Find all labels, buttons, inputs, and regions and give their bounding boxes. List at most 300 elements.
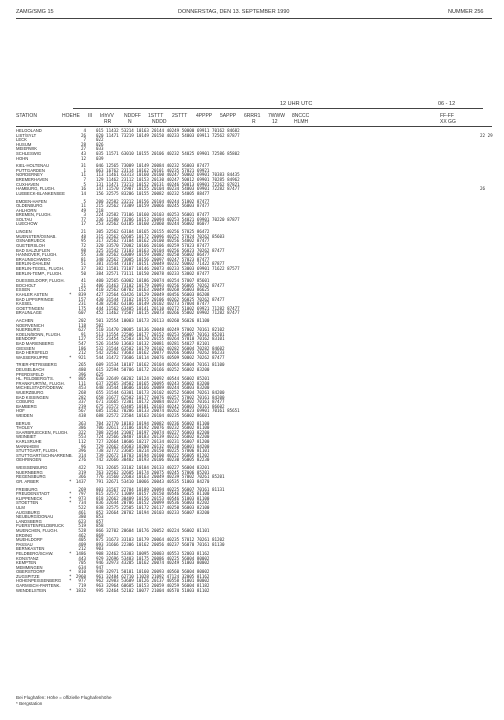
station-name: BERLIN-TEMP., FLUGH. xyxy=(16,270,63,276)
observation-code: 995 32464 52102 10077 21004 40570 51003 81102 xyxy=(96,587,210,593)
station-height: 17 xyxy=(80,221,86,227)
station-height: 547 xyxy=(78,341,86,346)
station-name: BRAUNLAGE xyxy=(16,310,42,316)
col-1sttt: 1STTT xyxy=(148,113,164,119)
station-name: EMDEN-HAFEN xyxy=(16,198,47,204)
period-range: 06 - 12 xyxy=(438,101,456,107)
station-height: 337 xyxy=(78,399,86,405)
station-height: 314 xyxy=(78,452,86,458)
footnote-airports: Bei Flughäfen: Höhe = offizielle Flughafenhöhe xyxy=(16,695,112,700)
station-height: 11 xyxy=(80,172,86,178)
report-id: ZAMG/SMG 15 xyxy=(16,9,54,15)
station-height: 719 xyxy=(78,583,86,589)
col-xx-gg: XX GG xyxy=(440,119,456,125)
station-height: 405 xyxy=(78,537,86,543)
observation-code: 858 xyxy=(96,523,104,529)
station-name: NOERVENICH xyxy=(16,322,44,328)
station-name: REGENSBURG xyxy=(16,474,46,480)
observation-code: 406 31463 73102 10179 20093 40256 56005 70262 87477 xyxy=(96,282,225,288)
observation-code: 949 32971 50101 10160 20093 40560 56004 80002 xyxy=(96,569,210,575)
station-name: KAHLER ASTEN xyxy=(16,291,48,297)
station-height: 212 xyxy=(78,350,86,356)
station-name: ESSEN xyxy=(16,287,31,293)
station-height: 705 xyxy=(78,560,86,566)
station-name: OLDENBURG xyxy=(16,203,43,209)
station-height: 50 xyxy=(80,270,86,276)
station-height: 396 xyxy=(78,371,86,377)
station-height: 4 xyxy=(83,128,86,133)
observation-code: 866 32702 20604 10176 20052 40224 56002 81101 xyxy=(96,527,210,533)
station-name: HUSUM xyxy=(16,141,32,147)
station-table xyxy=(16,129,492,593)
station-name: PASSAU xyxy=(16,541,33,547)
station-name: KEMPTEN xyxy=(16,560,37,566)
col-station: STATION xyxy=(16,113,37,119)
mountain-flag: * xyxy=(69,495,72,501)
observation-code: 236 11580 73206 10153 20094 40253 54021 69901 70220 87877 xyxy=(96,216,240,222)
observation-code: 671 31665 72301 10172 20084 40237 56002 70161 87477 xyxy=(96,399,225,405)
station-height: 55 xyxy=(80,252,86,258)
station-name: DUESSELDORF, FLUGH. xyxy=(16,278,65,284)
observation-code: 156 32575 83206 10155 20082 40232 54005 88477 xyxy=(96,190,210,196)
col-irihvv: IrIhVV xyxy=(100,113,114,119)
observation-code: 382 11581 73107 10146 20073 40233 53003 69901 71622 87577 xyxy=(96,265,240,271)
station-name: BERNKASTEN xyxy=(16,546,45,552)
observation-code: 515 21454 52503 10170 20155 40264 57010 70162 83101 xyxy=(96,336,225,342)
observation-code: 317 32562 73104 10162 20100 40256 54002 87477 xyxy=(96,238,210,244)
station-name: FELDBERG/SCHW. xyxy=(16,550,54,556)
observation-code: 838 32575 22505 10172 20117 40250 56003 82100 xyxy=(96,504,210,510)
observation-code: 022 xyxy=(96,137,104,143)
station-name: BAD MARIENBERG xyxy=(16,341,54,346)
observation-code: 637 32565 34502 10165 20095 40243 56002 83200 xyxy=(96,380,210,386)
observation-code: 658 31677 62502 10177 20076 40257 57002 70161 84200 xyxy=(96,394,225,400)
station-name: OBERSTDORF xyxy=(16,569,46,575)
observation-code: 655 31544 63301 10173 20102 40252 56004 70261 84200 xyxy=(96,390,225,396)
station-name: LECK xyxy=(16,137,27,143)
station-name: FRANKFURT/M., FLUGH. xyxy=(16,380,65,386)
observation-code: 502 xyxy=(96,322,104,328)
station-height: 27 xyxy=(80,146,86,152)
mountain-flag: * xyxy=(69,354,72,360)
observation-code: 113 11461 63313 10160 20100 40247 50002 69901 70383 84435 xyxy=(96,172,240,178)
station-name: DEUSELBACH xyxy=(16,367,45,373)
station-height: 839 xyxy=(78,291,86,297)
station-height: 607 xyxy=(78,310,86,316)
station-height: 3 xyxy=(83,212,86,218)
station-height: 366 xyxy=(78,474,86,480)
station-name: HELGOLAND xyxy=(16,128,42,133)
col-ff-ff: FF-FF xyxy=(440,113,454,119)
station-height: 623 xyxy=(78,518,86,524)
station-name: AACHEN xyxy=(16,318,34,324)
station-name: STOETTEN xyxy=(16,500,39,506)
station-height: 627 xyxy=(78,327,86,333)
observation-code: 501 32554 10003 10173 20113 40260 56026 81100 xyxy=(96,318,210,324)
station-height: 95 xyxy=(80,238,86,244)
station-height: 49 xyxy=(80,207,86,213)
station-name: FUERSTENFELDBRUCK xyxy=(16,523,64,529)
station-height: 422 xyxy=(78,465,86,471)
station-name: BAMBERG xyxy=(16,403,37,409)
observation-code: 315 32562 62605 10172 20096 40252 57024 70262 85603 xyxy=(96,233,225,239)
station-name: WASSERKUPPE xyxy=(16,354,49,360)
station-name: OSNABRUECK xyxy=(16,238,46,244)
observation-code: 836 32644 20706 10152 20099 40536 56003 82202 xyxy=(96,500,210,506)
station-name: HANNOVER, FLUGH. xyxy=(16,252,58,258)
station-height: 91 xyxy=(80,331,86,337)
station-height: 805 xyxy=(78,376,86,382)
station-height: 77 xyxy=(80,216,86,222)
observation-code: 147 11570 72907 10155 20104 40234 54003 69901 72282 87477 xyxy=(96,186,240,192)
observation-code: 724 32566 20407 10183 20139 40232 56002 82200 xyxy=(96,434,210,440)
station-name: FREIBURG xyxy=(16,486,38,492)
station-name: LIST/SYLT xyxy=(16,132,37,138)
station-name: MICHELSTADT/ODENW. xyxy=(16,385,64,391)
station-name: STUTTGART/SCHNARRENB. xyxy=(16,452,73,458)
observation-code: 962 32983 53609 10126 20137 40558 51001 80002 xyxy=(96,578,210,584)
station-name: AUGSBURG xyxy=(16,509,40,515)
station-name: SCHLESWIG xyxy=(16,150,42,156)
mountain-flag: * xyxy=(69,291,72,297)
observation-code: 510 31470 20005 10136 20048 40249 57002 70161 82102 xyxy=(96,327,225,333)
station-name: WENDELSTEIN xyxy=(16,587,47,593)
observation-code: 320 33570 72002 10166 20106 40259 57023 87477 xyxy=(96,242,210,248)
observation-code: 218 xyxy=(96,207,104,213)
col-6rrr1: 6RRR1 xyxy=(244,113,261,119)
header-rule-top xyxy=(16,18,492,19)
station-name: KASSEL xyxy=(16,301,33,307)
station-height: 977 xyxy=(78,578,86,584)
station-name: GOETTINGEN xyxy=(16,305,44,311)
table-row xyxy=(16,414,492,419)
station-height: 72 xyxy=(80,242,86,248)
station-name: ERDING xyxy=(16,532,33,538)
observation-code: 444 11562 63405 10141 20110 40272 51002 69921 71282 87477 xyxy=(96,305,240,311)
observation-code: 400 32565 63002 10186 20074 40254 57007 85601 xyxy=(96,278,210,284)
observation-code: 381 31544 73107 10151 20049 40232 50002 71422 87877 xyxy=(96,261,225,267)
station-height: 269 xyxy=(78,486,86,492)
station-name: OEHRINGEN xyxy=(16,457,42,463)
station-name: MEMMINGEN xyxy=(16,564,43,570)
observation-code: 200 32582 23212 10156 20104 40244 51002 87477 xyxy=(96,198,210,204)
station-name: KOELN/BONN, FLUGH. xyxy=(16,331,62,337)
station-name: HOF xyxy=(16,408,25,414)
station-height: 202 xyxy=(78,318,86,324)
header-rule-columns xyxy=(16,126,492,127)
table-row xyxy=(16,589,492,594)
station-height: 973 xyxy=(78,495,86,501)
station-height: 231 xyxy=(78,301,86,307)
observation-code: 035 11571 63010 10155 20106 40232 54025 69901 72586 85802 xyxy=(96,150,240,156)
station-name: LUECHOW xyxy=(16,221,38,227)
observation-code: 963 32964 60605 10153 20059 40259 56004 81182 xyxy=(96,583,210,589)
table-row xyxy=(16,272,492,277)
station-height: 96 xyxy=(80,443,86,449)
station-height: 519 xyxy=(78,523,86,529)
col-nddff: NDDFF xyxy=(124,113,141,119)
station-name: MUEHLDORF xyxy=(16,537,43,543)
station-height: 7 xyxy=(83,137,86,143)
mountain-flag: * xyxy=(69,587,72,593)
observation-code: 046 12565 73009 10149 20084 40232 56003 87477 xyxy=(96,163,210,169)
station-name: STUTTGART, FLUGH. xyxy=(16,448,59,454)
observation-code: 803 31567 22704 10189 20094 40225 56007 70161 81131 xyxy=(96,486,225,492)
observation-code: 215 32562 73309 10159 20066 40245 56003 87477 xyxy=(96,203,210,209)
station-name: CUXHAVEN xyxy=(16,181,39,187)
station-height: 14 xyxy=(80,190,86,196)
col-5appp: 5APPP xyxy=(220,113,237,119)
observation-code: 685 11562 70206 10133 20074 40262 56023 69901 70161 85651 xyxy=(96,408,240,414)
station-height: 810 xyxy=(78,569,86,575)
station-name: BAD LIPPSPRINGE xyxy=(16,296,54,302)
observation-code: 675 31572 63405 10181 20103 40242 56003 70161 86602 xyxy=(96,403,225,409)
station-height: 386 xyxy=(78,425,86,431)
station-height: 37 xyxy=(80,265,86,271)
observation-code: 947 xyxy=(96,564,104,570)
observation-code: 704 32770 10103 10194 20082 40236 56002 81100 xyxy=(96,420,210,426)
station-height: 31 xyxy=(80,163,86,169)
mountain-flag: * xyxy=(69,491,72,497)
observation-time: 12 UHR UTC xyxy=(280,101,313,107)
station-height: 157 xyxy=(78,296,86,302)
col-8nccc: 8NCCC xyxy=(292,113,310,119)
station-name: BAD SALZUFLEN xyxy=(16,247,50,253)
observation-code: 438 32582 63106 10149 20102 40273 57004 87477 xyxy=(96,301,210,307)
station-name: ULM xyxy=(16,504,25,510)
station-height: 319 xyxy=(78,469,86,475)
gust-value: 26 xyxy=(480,186,486,192)
col-n: N xyxy=(128,119,132,125)
observation-code: 305 32562 63104 10165 20155 40256 57025 86472 xyxy=(96,229,210,235)
station-height: 522 xyxy=(78,504,86,510)
station-height: 480 xyxy=(78,367,86,373)
observation-code: 129 11462 23112 10153 20130 40247 50012 69901 70285 84962 xyxy=(96,177,240,183)
station-height: 26 xyxy=(80,132,86,138)
station-name: PUTTGARDEN xyxy=(16,167,45,173)
observation-code: 929 32696 53403 10175 20086 40225 56004 80002 xyxy=(96,555,210,561)
observation-code: 688 32572 23504 10163 20104 40235 56002 86601 xyxy=(96,413,210,418)
station-height: 1437 xyxy=(75,478,86,484)
observation-code: 706 32611 21106 10192 20076 40232 56002 81100 xyxy=(96,425,210,431)
col-2sttt: 2STTT xyxy=(172,113,188,119)
station-height: 81 xyxy=(80,256,86,262)
col-r: R xyxy=(252,119,256,125)
station-height: 41 xyxy=(80,278,86,284)
station-height: 634 xyxy=(78,564,86,570)
observation-code: 857 xyxy=(96,518,104,524)
station-name: GR. ARBER xyxy=(16,478,39,484)
observation-code: 224 32582 73106 10160 20103 40253 56001 87477 xyxy=(96,212,210,218)
station-height: 453 xyxy=(78,385,86,391)
station-name: HOHN xyxy=(16,155,29,161)
station-height: 7 xyxy=(83,177,86,183)
station-name: KLIPPENECK xyxy=(16,495,43,501)
station-height: 239 xyxy=(78,403,86,409)
station-name: BREMERHAVEN xyxy=(16,177,49,183)
station-name: NEUBURG/DONAU xyxy=(16,514,54,520)
station-name: WEISSENBURG xyxy=(16,465,48,471)
observation-code: 615 32594 50706 10172 20166 40252 56002 83200 xyxy=(96,367,210,373)
gust-value: 22 29 xyxy=(480,132,493,138)
observation-code: 708 32544 21007 10197 20074 40227 56003 82200 xyxy=(96,429,210,435)
station-name: LANDSBERG xyxy=(16,518,42,524)
observation-code: 427 32564 63426 10129 20049 40456 56003 86208 xyxy=(96,291,210,297)
table-row xyxy=(16,222,492,227)
observation-code: 742 32666 30402 10193 20106 40230 56005 82230 xyxy=(96,457,210,463)
observation-code: 738 32772 23605 10214 20150 40225 57006 81101 xyxy=(96,448,210,454)
observation-code: 131 11471 73213 10152 20131 40246 50013 69901 72262 87821 xyxy=(96,181,240,187)
station-name: BERUS xyxy=(16,420,31,426)
observation-code: 630 32649 60202 10124 20092 40544 56002 85201 xyxy=(96,376,210,382)
observation-code: 739 32672 10703 10194 20100 40222 56005 81202 xyxy=(96,452,210,458)
station-height: 322 xyxy=(78,429,86,435)
report-number: NUMMER 256 xyxy=(448,9,484,15)
col-nddd: NDDD xyxy=(152,119,167,125)
station-height: 1 xyxy=(83,167,86,173)
observation-code: 513 11554 22506 10177 20152 40253 56007 70161 85201 xyxy=(96,331,225,337)
observation-code: 384 32571 73111 10150 20078 40233 53002 87477 xyxy=(96,270,210,276)
station-name: MEIERWIK xyxy=(16,146,38,152)
observation-code: 893 31666 22306 10162 20056 40237 56070 70161 81130 xyxy=(96,541,225,547)
observation-code: 869 xyxy=(96,532,104,538)
station-height: 98 xyxy=(80,247,86,253)
observation-code: 946 32973 43205 10162 20074 40249 51003 80002 xyxy=(96,560,210,566)
station-name: GUETERSLOH xyxy=(16,242,45,248)
station-height: 396 xyxy=(78,448,86,454)
mountain-flag: * xyxy=(69,376,72,382)
observation-code: 903 xyxy=(96,546,104,552)
station-height: 265 xyxy=(78,362,86,368)
station-name: GIESSEN xyxy=(16,345,35,351)
station-height: 48 xyxy=(80,233,86,239)
station-height: 12 xyxy=(80,155,86,161)
observation-code: 729 32662 43603 10200 20132 40238 56001 84200 xyxy=(96,443,210,449)
station-height: 152 xyxy=(78,287,86,293)
station-name: BERLIN-DAHLEM xyxy=(16,261,50,267)
observation-code: 526 31450 13603 10132 20081 40281 54027 82101 xyxy=(96,341,210,346)
station-name: MUENSTER/OSNAB. xyxy=(16,233,57,239)
table-row xyxy=(16,356,492,361)
table-row xyxy=(16,458,492,463)
observation-code: 875 31673 33103 10179 20064 40235 57012 70261 81202 xyxy=(96,537,225,543)
observation-code: 763 32562 32605 10174 20075 40245 57006 85201 xyxy=(96,469,210,475)
station-height: 528 xyxy=(78,527,86,533)
observation-code: 015 11432 53214 10163 20144 40249 50000 69911 70162 84682 xyxy=(96,128,240,133)
station-height: 186 xyxy=(78,345,86,351)
station-name: NUERNBERG xyxy=(16,469,43,475)
observation-code: 020 11471 73219 10149 20150 40233 54003 69911 72562 87877 xyxy=(96,132,240,138)
station-height: 16 xyxy=(80,186,86,192)
station-height: 43 xyxy=(80,150,86,156)
station-name: HAMBURG, FLUGH. xyxy=(16,186,56,192)
station-name: LINGEN xyxy=(16,229,32,235)
observation-code: 253 32562 63105 10160 22060 40244 56002 86077 xyxy=(96,221,210,227)
observation-code: 961 32484 62710 11028 21092 47124 32005 81162 xyxy=(96,573,210,579)
report-date: DONNERSTAG, DEN 13. SEPTEMBER 1990 xyxy=(178,9,290,15)
table-row xyxy=(16,480,492,485)
station-height: 5 xyxy=(83,181,86,187)
station-height: 127 xyxy=(78,336,86,342)
station-name: AHLHORN xyxy=(16,207,37,213)
station-height: 921 xyxy=(78,354,86,360)
observation-code: 430 31544 73102 10155 20106 40262 56025 70262 87477 xyxy=(96,296,225,302)
station-height: 276 xyxy=(78,457,86,463)
station-name: WEIDEN xyxy=(16,413,33,418)
observation-code: 609 31534 10107 10162 20104 40264 56004 70161 81100 xyxy=(96,362,225,368)
footnote-mountain: * Bergstation xyxy=(16,701,43,706)
observation-code: 452 11462 71507 10115 20073 40266 55002 69902 71282 87477 xyxy=(96,310,240,316)
observation-code: 532 31544 63502 10179 20102 40282 56004 70282 84602 xyxy=(96,345,225,351)
station-name: FREUDENSTADT xyxy=(16,491,50,497)
observation-code: 039 xyxy=(96,155,104,161)
station-name: BAD HERSFELD xyxy=(16,350,49,356)
station-name: COBURG xyxy=(16,399,35,405)
mountain-flag: * xyxy=(69,500,72,506)
observation-code: 410 32562 60702 10163 20049 40268 56003 86625 xyxy=(96,287,210,293)
table-row xyxy=(16,157,492,162)
station-height: 21 xyxy=(80,282,86,288)
col-rr: RR xyxy=(104,119,112,125)
station-height: 112 xyxy=(78,439,86,445)
observation-code: 338 32562 63009 10159 20082 40250 56002 86477 xyxy=(96,252,210,258)
station-name: MUENCHEN, FLUGH. xyxy=(16,527,58,533)
station-name: TRIER-PETRISBERG xyxy=(16,362,57,368)
station-height: 21 xyxy=(80,229,86,235)
observation-code: 815 32572 11009 10157 20150 40546 56025 81100 xyxy=(96,491,210,497)
mountain-flag: * xyxy=(69,578,72,584)
station-height: 380 xyxy=(78,514,86,520)
station-height: 2960 xyxy=(75,573,86,579)
observation-code: 063 16762 23114 10162 20101 40235 57021 69921 xyxy=(96,167,210,173)
station-name: THOLEY xyxy=(16,425,33,431)
station-height: 797 xyxy=(78,491,86,497)
observation-code: 908 32462 53303 10095 20003 40553 52003 81162 xyxy=(96,550,210,556)
station-name: BENDORF xyxy=(16,336,37,342)
observation-code: 026 xyxy=(96,141,104,147)
station-name: BOCHOLT xyxy=(16,282,36,288)
station-height: 118 xyxy=(78,322,86,328)
observation-code: 625 xyxy=(96,371,104,377)
station-height: 567 xyxy=(78,408,86,414)
station-height: 11 xyxy=(80,203,86,209)
station-height: 438 xyxy=(78,413,86,418)
table-row xyxy=(16,311,492,316)
station-name: LUEBECK-BLANKENSEE xyxy=(16,190,65,196)
station-name: KIEL-HOLTENAU xyxy=(16,163,49,169)
col-iii: III xyxy=(88,113,93,119)
station-height: 111 xyxy=(78,380,86,386)
mountain-flag: * xyxy=(69,550,72,556)
observation-code: 033 xyxy=(96,146,104,152)
station-height: 734 xyxy=(78,500,86,506)
station-name: BAD KISSINGEN xyxy=(16,394,49,400)
observation-code: 542 32562 73603 10162 20077 40266 56003 70262 86233 xyxy=(96,350,225,356)
observation-code: 852 32664 20702 10194 20103 40233 56007 83200 xyxy=(96,509,210,515)
observation-code: 648 33544 10606 10166 20089 40244 56003 83200 xyxy=(96,385,210,391)
observation-code: 325 31542 73103 10163 20104 40256 56023 70262 87477 xyxy=(96,247,225,253)
observation-code: 544 31472 73606 10114 20076 40509 50002 70262 87477 xyxy=(96,354,225,360)
station-name: MANNHEIM xyxy=(16,443,39,449)
station-height: 1486 xyxy=(75,550,86,556)
station-name: WEINBIET xyxy=(16,434,37,440)
station-height: 5 xyxy=(83,198,86,204)
station-name: HOHENPEISSENBERG xyxy=(16,578,62,584)
station-height: 462 xyxy=(78,532,86,538)
observation-code: 348 32562 73005 10156 20097 40247 57023 87477 xyxy=(96,256,210,262)
station-name: BERLIN-TEGEL, FLUGH. xyxy=(16,265,64,271)
station-name: KARLSRUHE xyxy=(16,439,42,445)
